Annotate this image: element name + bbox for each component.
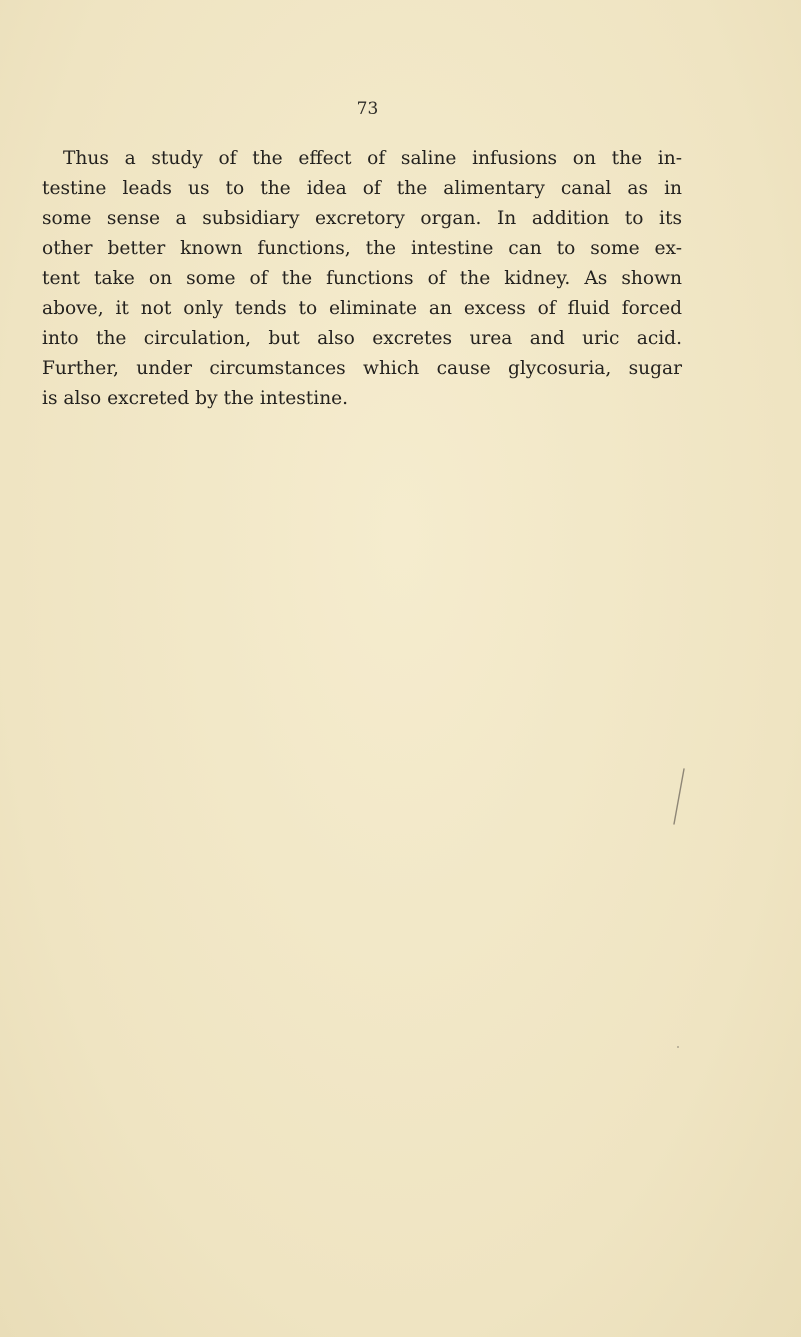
paragraph-line: some sense a subsidiary excretory organ. In addition to its — [42, 208, 682, 229]
paragraph-line: above, it not only tends to eliminate an excess of fluid forced — [42, 298, 682, 319]
paragraph-line: testine leads us to the idea of the alimentary canal as in — [42, 178, 682, 199]
pencil-mark — [672, 767, 686, 827]
paragraph-line: Thus a study of the effect of saline infusions on the in- — [63, 148, 682, 169]
paragraph-line: Further, under circumstances which cause glycosuria, sugar — [42, 358, 682, 379]
paragraph-line: into the circulation, but also excretes urea and uric acid. — [42, 328, 682, 349]
paragraph-line: other better known functions, the intestine can to some ex- — [42, 238, 682, 259]
body-paragraph — [42, 144, 682, 414]
paper-speck — [676, 1045, 680, 1049]
paragraph-line: tent take on some of the functions of the kidney. As shown — [42, 268, 682, 289]
page-number: 73 — [356, 99, 379, 119]
paragraph-line: is also excreted by the intestine. — [42, 388, 349, 409]
